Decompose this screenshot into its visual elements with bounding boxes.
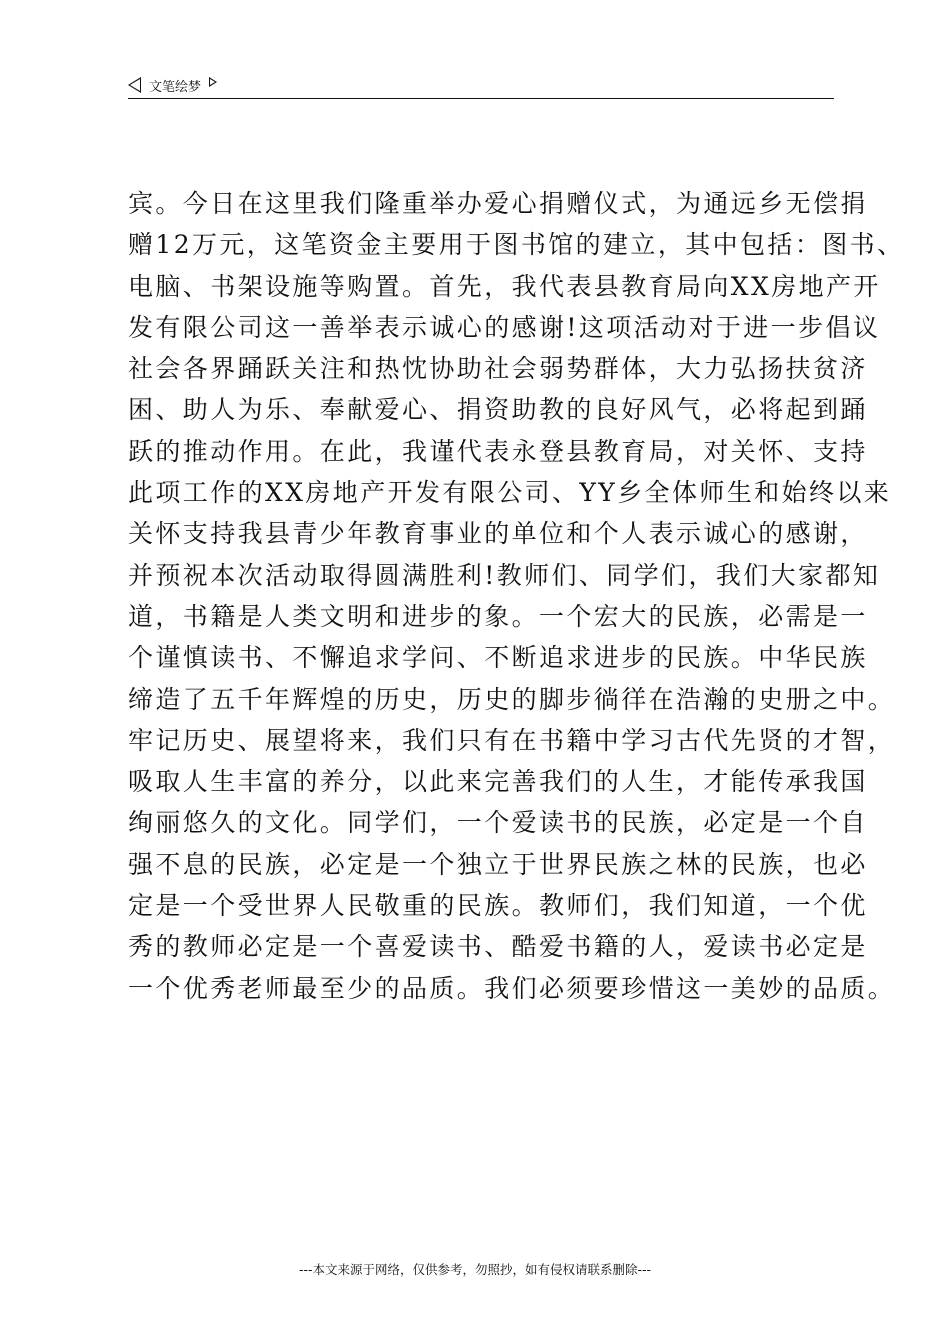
body-line: 牢记历史、展望将来，我们只有在书籍中学习古代先贤的才智， [128,725,896,755]
document-body [128,183,905,1009]
header-brand [128,74,217,96]
page-header [128,74,834,99]
body-line: 宾。今日在这里我们隆重举办爱心捐赠仪式，为通远乡无偿捐 [128,189,868,218]
body-line: 一个优秀老师最至少的品质。我们必须要珍惜这一美妙的品质。 [128,973,896,1003]
body-line: 吸取人生丰富的养分，以此来完善我们的人生，才能传承我国 [128,767,868,797]
page-footer: ---本文来源于网络，仅供参考，勿照抄，如有侵权请联系删除--- [298,1262,652,1277]
body-line: 个谨慎读书、不懈追求学问、不断追求进步的民族。中华民族 [128,643,868,673]
body-line: 缔造了五千年辉煌的历史，历史的脚步徜徉在浩瀚的史册之中。 [128,684,896,714]
body-line: 强不息的民族，必定是一个独立于世界民族之林的民族，也必 [128,849,868,879]
body-line: 并预祝本次活动取得圆满胜利!教师们、同学们，我们大家都知 [128,560,881,590]
body-line: 此项工作的XX房地产开发有限公司、YY乡全体师生和始终以来 [128,478,892,508]
body-line: 跃的推动作用。在此，我谨代表永登县教育局，对关怀、支持 [128,436,868,466]
body-line: 发有限公司这一善举表示诚心的感谢!这项活动对于进一步倡议 [128,312,881,342]
body-line: 关怀支持我县青少年教育事业的单位和个人表示诚心的感谢， [128,519,868,549]
body-line: 社会各界踊跃关注和热忱协助社会弱势群体，大力弘扬扶贫济 [128,354,868,384]
header-title: 文笔绘梦 [149,79,202,95]
body-line: 困、助人为乐、奉献爱心、捐资助教的良好风气，必将起到踊 [128,395,868,425]
body-line: 定是一个受世界人民敬重的民族。教师们，我们知道，一个优 [128,891,868,921]
body-line: 道，书籍是人类文明和进步的象。一个宏大的民族，必需是一 [128,601,868,631]
left-triangle-icon [128,77,141,93]
body-line: 赠12万元，这笔资金主要用于图书馆的建立，其中包括：图书、 [128,230,905,260]
body-line: 绚丽悠久的文化。同学们，一个爱读书的民族，必定是一个自 [128,808,868,838]
body-line: 电脑、书架设施等购置。首先，我代表县教育局向XX房地产开 [128,271,881,301]
right-triangle-icon [209,77,217,87]
body-line: 秀的教师必定是一个喜爱读书、酷爱书籍的人，爱读书必定是 [128,932,868,962]
